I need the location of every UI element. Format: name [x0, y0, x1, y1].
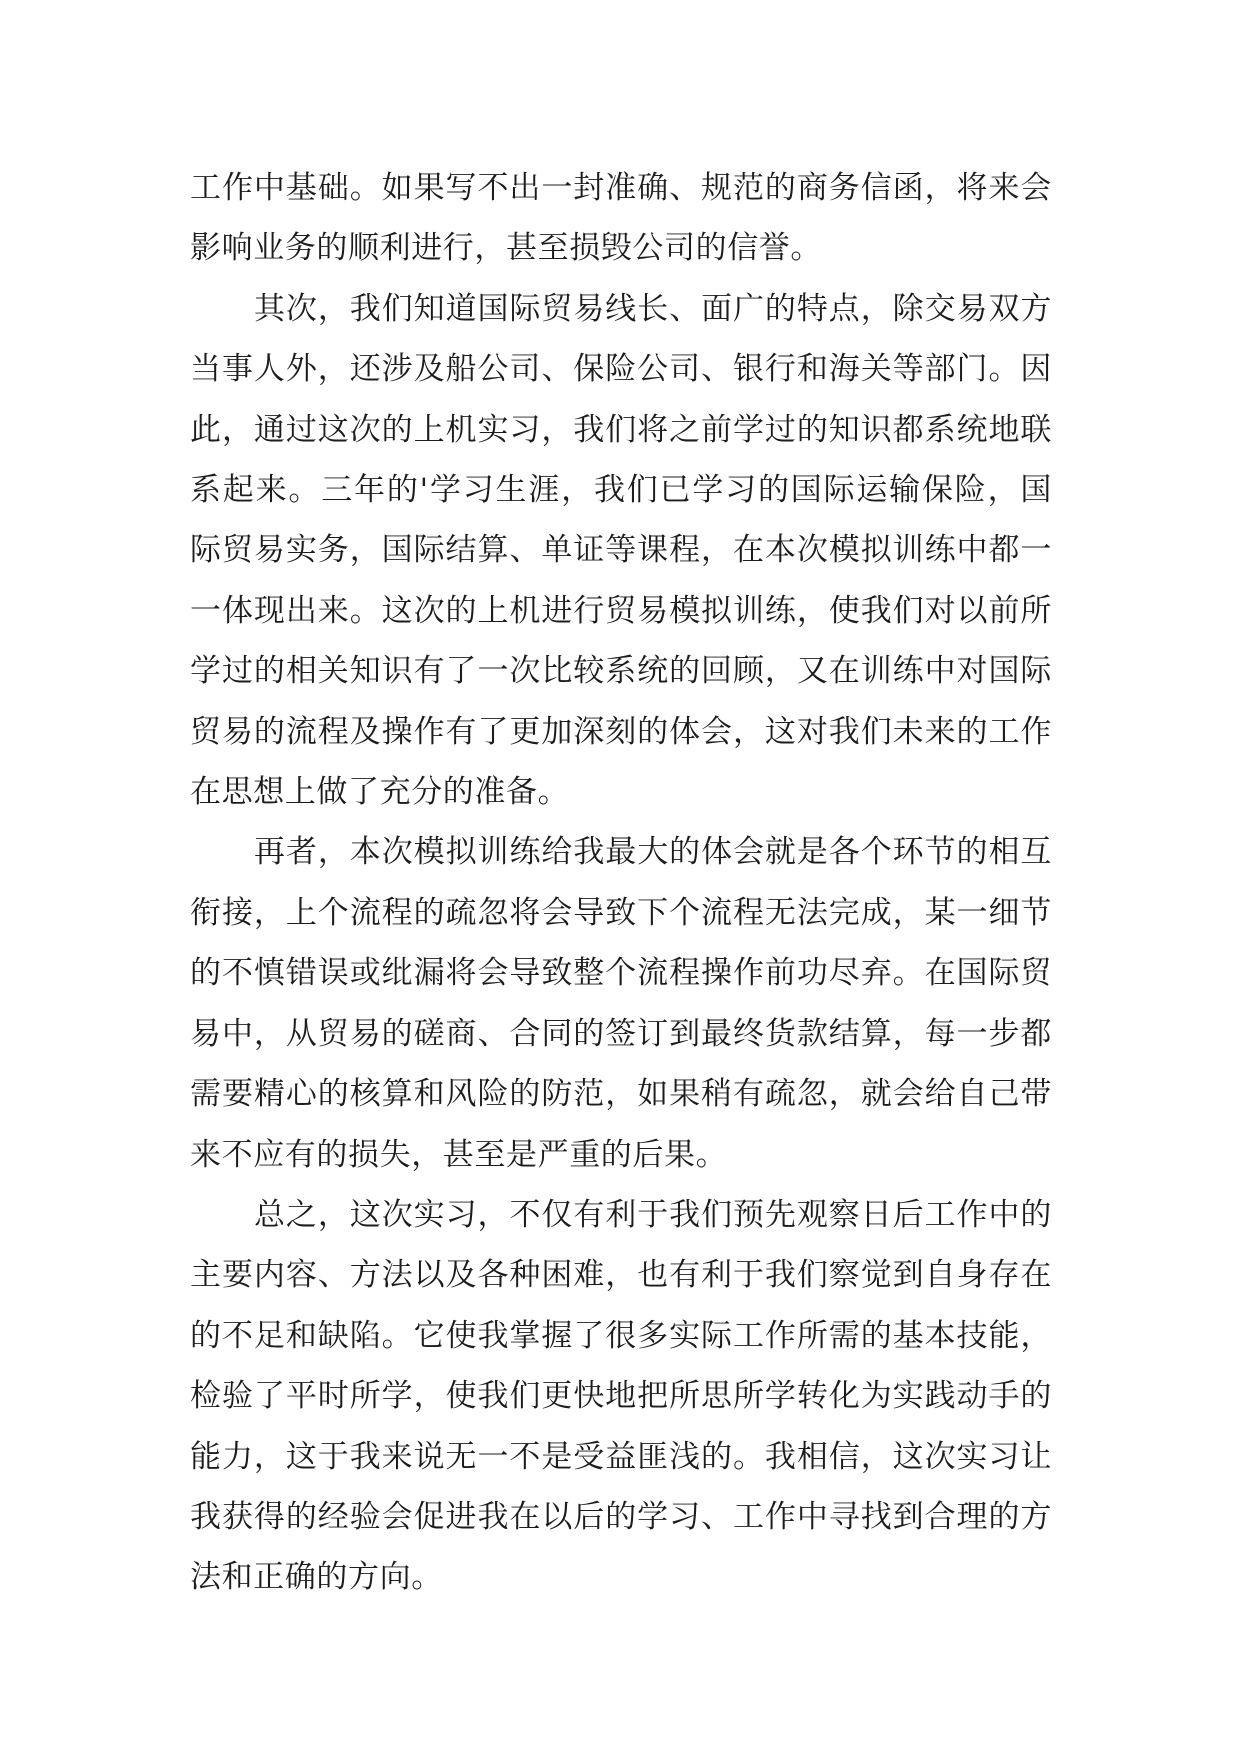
paragraph-secondly: 其次，我们知道国际贸易线长、面广的特点，除交易双方当事人外，还涉及船公司、保险公司、银行和海关等部门。因此，通过这次的上机实习，我们将之前学过的知识都系统地联系起来。三年的'学习生涯，我们已学习的国际运输保险，国际贸易实务，国际结算、单证等课程，在本次模拟训练中都一一体现出来。这次的上机进行贸易模拟训练，使我们对以前所学过的相关知识有了一次比较系统的回顾，又在训练中对国际贸易的流程及操作有了更加深刻的体会，这对我们未来的工作在思想上做了充分的准备。 — [190, 290, 1052, 811]
document-body — [190, 158, 1052, 1608]
paragraph-continuation: 工作中基础。如果写不出一封准确、规范的商务信函，将来会影响业务的顺利进行，甚至损毁公司的信誉。 — [190, 170, 1052, 267]
paragraph-conclusion: 总之，这次实习，不仅有利于我们预先观察日后工作中的主要内容、方法以及各种困难，也有利于我们察觉到自身存在的不足和缺陷。它使我掌握了很多实际工作所需的基本技能，检验了平时所学，使我们更快地把所思所学转化为实践动手的能力，这于我来说无一不是受益匪浅的。我相信，这次实习让我获得的经验会促进我在以后的学习、工作中寻找到合理的方法和正确的方向。 — [190, 1196, 1052, 1596]
paragraph-furthermore: 再者，本次模拟训练给我最大的体会就是各个环节的相互衔接，上个流程的疏忽将会导致下个流程无法完成，某一细节的不慎错误或纰漏将会导致整个流程操作前功尽弃。在国际贸易中，从贸易的磋商、合同的签订到最终货款结算，每一步都需要精心的核算和风险的防范，如果稍有疏忽，就会给自己带来不应有的损失，甚至是严重的后果。 — [190, 834, 1052, 1173]
